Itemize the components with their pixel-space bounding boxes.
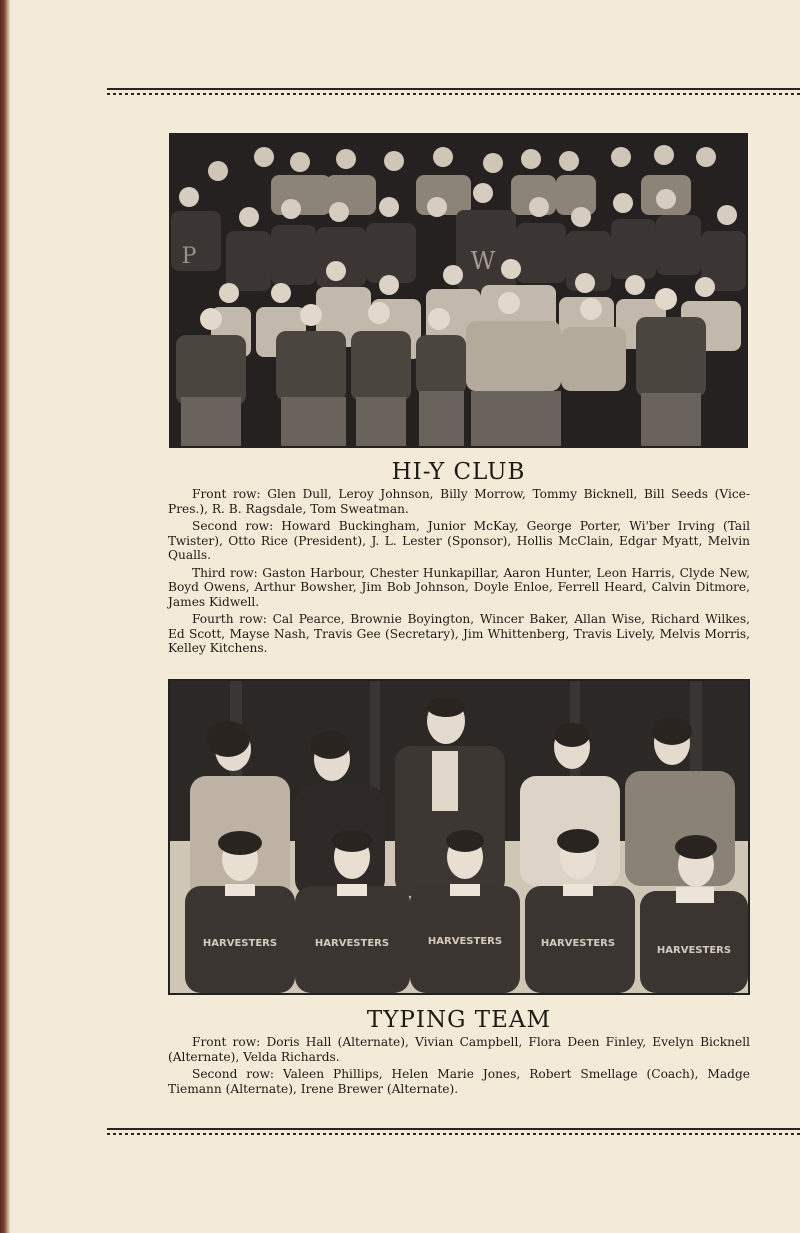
sweater-text-5: HARVESTERS — [656, 945, 732, 956]
hiy-club-caption — [168, 487, 750, 659]
typing-team-title: TYPING TEAM — [366, 1007, 552, 1033]
sweater-text-4: HARVESTERS — [540, 938, 616, 949]
hiy-club-title: HI-Y CLUB — [391, 459, 526, 485]
typing-team-photo — [168, 679, 750, 995]
hiy-third-row: Third row: Gaston Harbour, Chester Hunkapillar, Aaron Hunter, Leon Harris, Clyde New, Boyd Owens, Arthur Bowsher, Jim Bob Johnson, Doyle Enloe, Ferrell Heard, Calvin Ditmore, James Kidwell. — [168, 565, 750, 609]
sweater-letter-w: W — [470, 247, 496, 275]
typing-front-row: Front row: Doris Hall (Alternate), Vivian Campbell, Flora Deen Finley, Evelyn Bicknell (Alternate), Velda Richards. — [168, 1035, 750, 1064]
typing-team-photo-image — [170, 681, 748, 993]
hiy-front-row: Front row: Glen Dull, Leroy Johnson, Billy Morrow, Tommy Bicknell, Bill Seeds (Vice-Pres.), R. B. Ragsdale, Tom Sweatman. — [168, 487, 750, 516]
typing-team-caption — [168, 1035, 750, 1099]
bottom-decorative-rule — [107, 1128, 800, 1135]
hiy-second-row: Second row: Howard Buckingham, Junior McKay, George Porter, Wi'ber Irving (Tail Twister), Otto Rice (President), J. L. Lester (Sponsor), Hollis McClain, Edgar Myatt, Melvin Qualls. — [168, 519, 750, 562]
sweater-text-3: HARVESTERS — [427, 936, 503, 947]
sweater-text-1: HARVESTERS — [202, 938, 278, 949]
top-decorative-rule — [107, 88, 800, 95]
hiy-fourth-row: Fourth row: Cal Pearce, Brownie Boyington, Wincer Baker, Allan Wise, Richard Wilkes, Ed Scott, Mayse Nash, Travis Gee (Secretary), Jim Whittenberg, Travis Lively, Melvis Morris, Kelley Kitchens. — [168, 612, 750, 655]
hiy-club-photo-image — [171, 135, 746, 446]
sweater-text-2: HARVESTERS — [314, 938, 390, 949]
page-binding-edge — [0, 0, 10, 1233]
sweater-letter-p: P — [181, 244, 197, 269]
hiy-club-photo — [169, 133, 748, 448]
typing-second-row: Second row: Valeen Phillips, Helen Marie Jones, Robert Smellage (Coach), Madge Tiemann (Alternate), Irene Brewer (Alternate). — [168, 1067, 750, 1096]
